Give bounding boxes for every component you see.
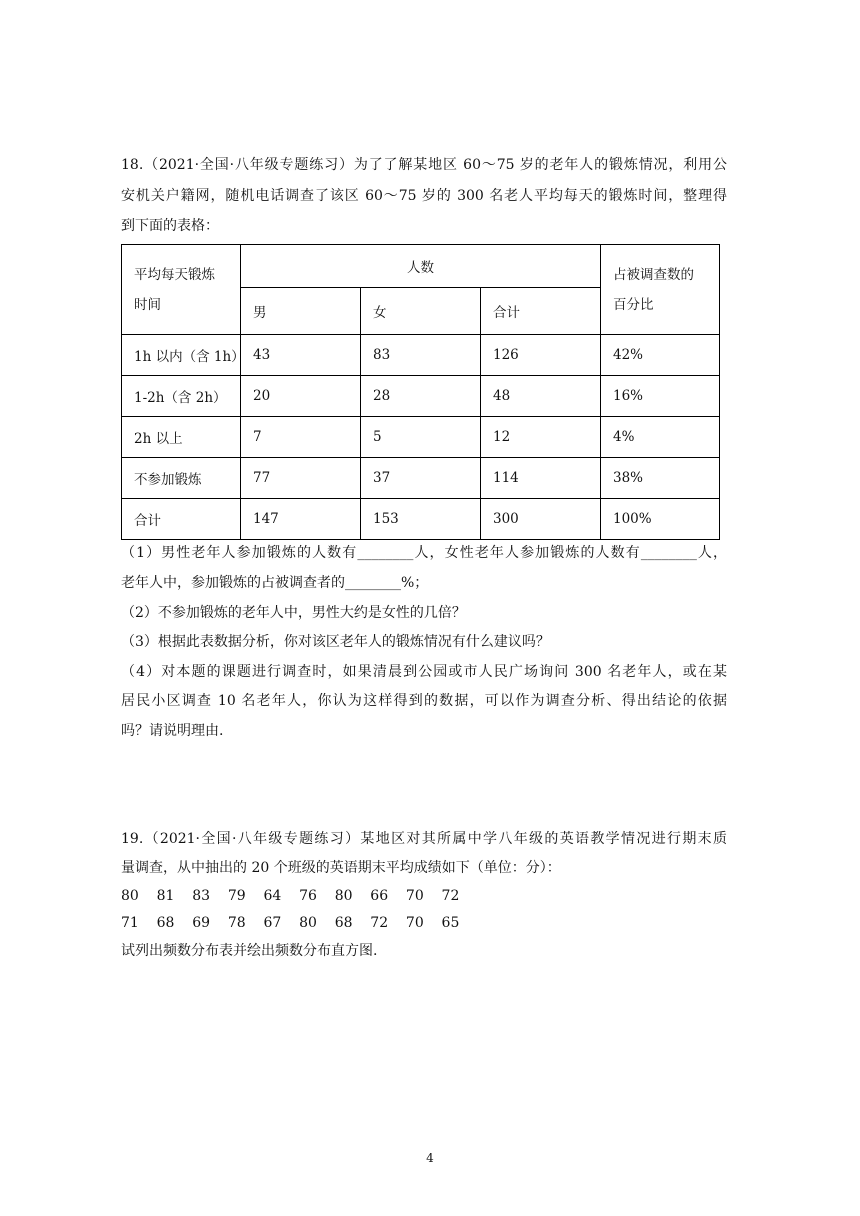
- cell-total: 114: [481, 458, 601, 499]
- table-row: [122, 335, 720, 376]
- q18-sub1-line-1: （1）男性老年人参加锻炼的人数有________人，女性老年人参加锻炼的人数有________人，: [121, 545, 727, 561]
- q18-stem-line-1: 18.（2021·全国·八年级专题练习）为了了解某地区 60～75 岁的老年人的锻炼情况，利用公: [121, 157, 727, 173]
- cell-male: 7: [241, 417, 361, 458]
- row-label: 不参加锻炼: [122, 458, 241, 499]
- q18-sub2: （2）不参加锻炼的老年人中，男性大约是女性的几倍？: [121, 605, 466, 621]
- cell-female: 28: [361, 376, 481, 417]
- cell-total: 48: [481, 376, 601, 417]
- q19-data-row-1: 80 81 83 79 64 76 80 66 70 72: [121, 888, 460, 904]
- cell-male: 20: [241, 376, 361, 417]
- header-people: 人数: [241, 245, 601, 288]
- cell-female: 37: [361, 458, 481, 499]
- table-row: [122, 458, 720, 499]
- cell-total: 126: [481, 335, 601, 376]
- cell-total: 12: [481, 417, 601, 458]
- cell-male: 77: [241, 458, 361, 499]
- header-percent-line2: 百分比: [613, 296, 654, 313]
- cell-percent: 38%: [601, 458, 720, 499]
- q18-sub1-line-2: 老年人中，参加锻炼的占被调查者的________%；: [121, 575, 429, 591]
- page-number: 4: [426, 1151, 434, 1165]
- cell-female: 153: [361, 499, 481, 540]
- header-male: 男: [241, 288, 361, 335]
- cell-female: 5: [361, 417, 481, 458]
- cell-male: 147: [241, 499, 361, 540]
- q18-stem-line-2: 安机关户籍网，随机电话调查了该区 60～75 岁的 300 名老人平均每天的锻炼时间，整理得: [121, 188, 727, 204]
- cell-total: 300: [481, 499, 601, 540]
- header-time-line2: 时间: [134, 296, 161, 313]
- header-total: 合计: [481, 288, 601, 335]
- cell-percent: 16%: [601, 376, 720, 417]
- q18-sub4-line-3: 吗？请说明理由.: [121, 723, 224, 739]
- exercise-time-table: [121, 244, 720, 540]
- q19-stem-line-2: 量调查，从中抽出的 20 个班级的英语期末平均成绩如下（单位：分）：: [121, 860, 561, 876]
- cell-percent: 100%: [601, 499, 720, 540]
- cell-percent: 42%: [601, 335, 720, 376]
- row-label: 合计: [122, 499, 241, 540]
- row-label: 1-2h（含 2h）: [122, 376, 241, 417]
- header-time-line1: 平均每天锻炼: [134, 266, 215, 283]
- header-percent-line1: 占被调查数的: [613, 266, 694, 283]
- q19-data-row-2: 71 68 69 78 67 80 68 72 70 65: [121, 915, 460, 931]
- cell-female: 83: [361, 335, 481, 376]
- header-time: [122, 245, 241, 335]
- cell-male: 43: [241, 335, 361, 376]
- q19-instruction: 试列出频数分布表并绘出频数分布直方图.: [121, 943, 378, 959]
- q18-sub3: （3）根据此表数据分析，你对该区老年人的锻炼情况有什么建议吗？: [121, 634, 550, 650]
- row-label: 2h 以上: [122, 417, 241, 458]
- q18-stem-line-3: 到下面的表格：: [121, 218, 219, 234]
- q18-sub4-line-2: 居民小区调查 10 名老年人，你认为这样得到的数据，可以作为调查分析、得出结论的依据: [121, 693, 727, 709]
- q18-sub4-line-1: （4）对本题的课题进行调查时，如果清晨到公园或市人民广场询问 300 名老年人，或在某: [121, 664, 727, 680]
- table-row: [122, 417, 720, 458]
- table-row: [122, 376, 720, 417]
- row-label: 1h 以内（含 1h）: [122, 335, 241, 376]
- cell-percent: 4%: [601, 417, 720, 458]
- header-female: 女: [361, 288, 481, 335]
- q19-stem-line-1: 19.（2021·全国·八年级专题练习）某地区对其所属中学八年级的英语教学情况进行期末质: [121, 831, 727, 847]
- header-percent: [601, 245, 720, 335]
- table-row: [122, 499, 720, 540]
